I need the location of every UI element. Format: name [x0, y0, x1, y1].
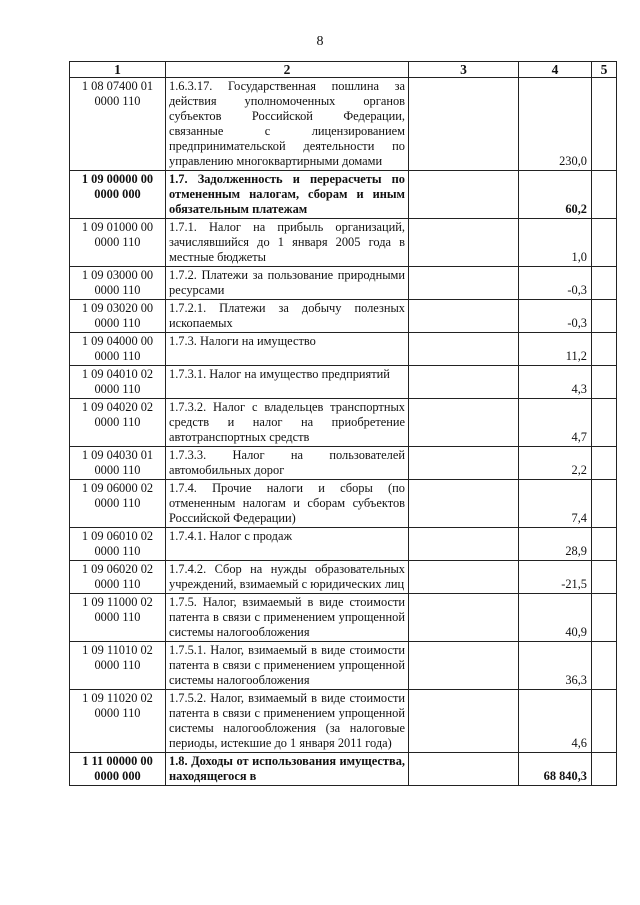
budget-code-cell: [70, 642, 166, 690]
budget-code-cell: [70, 690, 166, 753]
budget-code-cell: [70, 399, 166, 447]
column-5-cell: [592, 300, 617, 333]
table-row: [70, 399, 617, 447]
column-5-cell: [592, 267, 617, 300]
budget-code-cell: [70, 300, 166, 333]
item-name-cell: 1.6.3.17. Государственная пошлина за действия уполномоченных органов субъектов Российской Федерации, связанные с лицензированием предпринимательской деятельности по управлению многоквартирными домами: [166, 78, 409, 171]
table-header-row: [70, 62, 617, 78]
budget-code-line: 0000 110: [94, 235, 141, 249]
budget-code-line: 1 09 11020 02: [82, 691, 153, 705]
table-row: [70, 447, 617, 480]
item-name-cell: 1.7.4.2. Сбор на нужды образовательных учреждений, взимаемый с юридических лиц: [166, 561, 409, 594]
budget-code-line: 1 09 06000 02: [81, 481, 154, 495]
column-5-cell: [592, 594, 617, 642]
column-3-cell: [409, 480, 519, 528]
amount-cell: 40,9: [519, 594, 592, 642]
table-row: [70, 561, 617, 594]
column-5-cell: [592, 690, 617, 753]
budget-code-line: 1 08 07400 01: [81, 79, 154, 93]
budget-code-line: 0000 110: [94, 316, 141, 330]
column-5-cell: [592, 219, 617, 267]
amount-cell: 68 840,3: [519, 753, 592, 786]
column-5-cell: [592, 78, 617, 171]
column-3-cell: [409, 528, 519, 561]
budget-code-cell: [70, 171, 166, 219]
amount-cell: 4,6: [519, 690, 592, 753]
budget-code-line: 0000 110: [94, 382, 141, 396]
item-name-cell: 1.7.3.3. Налог на пользователей автомобильных дорог: [166, 447, 409, 480]
table-row: [70, 219, 617, 267]
column-3-cell: [409, 399, 519, 447]
budget-code-cell: [70, 219, 166, 267]
item-name-cell: 1.8. Доходы от использования имущества, находящегося в: [166, 753, 409, 786]
budget-code-cell: [70, 480, 166, 528]
item-name-cell: 1.7.5.2. Налог, взимаемый в виде стоимости патента в связи с применением упрощенной системы налогообложения (за налоговые периоды, истекшие до 1 января 2011 года): [166, 690, 409, 753]
column-3-cell: [409, 366, 519, 399]
budget-code-line: 0000 000: [94, 769, 141, 783]
table-row: [70, 753, 617, 786]
amount-cell: 36,3: [519, 642, 592, 690]
amount-cell: -21,5: [519, 561, 592, 594]
table-row: [70, 642, 617, 690]
table-row: [70, 594, 617, 642]
column-5-cell: [592, 447, 617, 480]
column-3-cell: [409, 267, 519, 300]
column-header: 2: [166, 62, 409, 78]
column-5-cell: [592, 366, 617, 399]
amount-cell: 230,0: [519, 78, 592, 171]
budget-code-cell: [70, 447, 166, 480]
budget-code-line: 0000 110: [94, 658, 141, 672]
column-3-cell: [409, 333, 519, 366]
column-3-cell: [409, 171, 519, 219]
budget-table: [69, 61, 617, 786]
column-5-cell: [592, 333, 617, 366]
budget-code-line: 0000 000: [94, 187, 141, 201]
table-row: [70, 690, 617, 753]
budget-code-line: 1 09 11000 02: [82, 595, 153, 609]
column-3-cell: [409, 753, 519, 786]
column-header: 3: [409, 62, 519, 78]
column-3-cell: [409, 561, 519, 594]
budget-code-cell: [70, 78, 166, 171]
amount-cell: 2,2: [519, 447, 592, 480]
budget-code-line: 1 09 04020 02: [81, 400, 154, 414]
amount-cell: -0,3: [519, 267, 592, 300]
item-name-cell: 1.7.4. Прочие налоги и сборы (по отмененным налогам и сборам субъектов Российской Федерации): [166, 480, 409, 528]
item-name-cell: 1.7. Задолженность и перерасчеты по отмененным налогам, сборам и иным обязательным платежам: [166, 171, 409, 219]
amount-cell: 60,2: [519, 171, 592, 219]
column-3-cell: [409, 219, 519, 267]
table-row: [70, 267, 617, 300]
column-3-cell: [409, 78, 519, 171]
column-5-cell: [592, 399, 617, 447]
item-name-cell: 1.7.4.1. Налог с продаж: [166, 528, 409, 561]
column-5-cell: [592, 480, 617, 528]
column-5-cell: [592, 528, 617, 561]
item-name-cell: 1.7.3.1. Налог на имущество предприятий: [166, 366, 409, 399]
column-header: 1: [70, 62, 166, 78]
item-name-cell: 1.7.3. Налоги на имущество: [166, 333, 409, 366]
amount-cell: 11,2: [519, 333, 592, 366]
amount-cell: 4,3: [519, 366, 592, 399]
amount-cell: 4,7: [519, 399, 592, 447]
budget-code-line: 1 09 01000 00: [81, 220, 154, 234]
budget-code-line: 0000 110: [94, 610, 141, 624]
table-row: [70, 78, 617, 171]
budget-code-line: 1 11 00000 00: [82, 754, 153, 768]
column-5-cell: [592, 753, 617, 786]
budget-code-line: 1 09 03000 00: [81, 268, 154, 282]
budget-code-line: 1 09 04030 01: [81, 448, 154, 462]
table-row: [70, 171, 617, 219]
budget-code-cell: [70, 333, 166, 366]
table-row: [70, 480, 617, 528]
budget-code-line: 0000 110: [94, 577, 141, 591]
budget-code-cell: [70, 528, 166, 561]
column-3-cell: [409, 690, 519, 753]
item-name-cell: 1.7.2. Платежи за пользование природными ресурсами: [166, 267, 409, 300]
table-row: [70, 333, 617, 366]
budget-code-cell: [70, 366, 166, 399]
table-row: [70, 528, 617, 561]
column-3-cell: [409, 447, 519, 480]
budget-code-line: 0000 110: [94, 415, 141, 429]
budget-code-line: 0000 110: [94, 94, 141, 108]
column-3-cell: [409, 642, 519, 690]
budget-code-line: 0000 110: [94, 496, 141, 510]
budget-code-line: 0000 110: [94, 463, 141, 477]
budget-code-line: 0000 110: [94, 544, 141, 558]
budget-code-cell: [70, 561, 166, 594]
budget-code-cell: [70, 594, 166, 642]
column-5-cell: [592, 171, 617, 219]
amount-cell: 28,9: [519, 528, 592, 561]
budget-code-line: 1 09 04000 00: [81, 334, 154, 348]
budget-code-line: 1 09 06010 02: [81, 529, 154, 543]
budget-code-line: 1 09 00000 00: [81, 172, 154, 186]
table-row: [70, 366, 617, 399]
column-header: 4: [519, 62, 592, 78]
budget-code-line: 1 09 04010 02: [81, 367, 154, 381]
column-3-cell: [409, 300, 519, 333]
amount-cell: -0,3: [519, 300, 592, 333]
budget-code-line: 0000 110: [94, 349, 141, 363]
amount-cell: 1,0: [519, 219, 592, 267]
budget-code-line: 1 09 06020 02: [81, 562, 154, 576]
item-name-cell: 1.7.5.1. Налог, взимаемый в виде стоимости патента в связи с применением упрощенной системы налогообложения: [166, 642, 409, 690]
page-number: 8: [316, 34, 324, 49]
column-5-cell: [592, 642, 617, 690]
budget-code-cell: [70, 267, 166, 300]
item-name-cell: 1.7.3.2. Налог с владельцев транспортных средств и налог на приобретение автотранспортных средств: [166, 399, 409, 447]
budget-code-cell: [70, 753, 166, 786]
table-row: [70, 300, 617, 333]
table-body: [70, 78, 617, 786]
column-5-cell: [592, 561, 617, 594]
item-name-cell: 1.7.1. Налог на прибыль организаций, зачислявшийся до 1 января 2005 года в местные бюджеты: [166, 219, 409, 267]
budget-code-line: 0000 110: [94, 283, 141, 297]
budget-code-line: 1 09 11010 02: [82, 643, 153, 657]
budget-code-line: 1 09 03020 00: [81, 301, 154, 315]
column-header: 5: [592, 62, 617, 78]
column-3-cell: [409, 594, 519, 642]
budget-code-line: 0000 110: [94, 706, 141, 720]
item-name-cell: 1.7.5. Налог, взимаемый в виде стоимости патента в связи с применением упрощенной системы налогообложения: [166, 594, 409, 642]
amount-cell: 7,4: [519, 480, 592, 528]
item-name-cell: 1.7.2.1. Платежи за добычу полезных ископаемых: [166, 300, 409, 333]
